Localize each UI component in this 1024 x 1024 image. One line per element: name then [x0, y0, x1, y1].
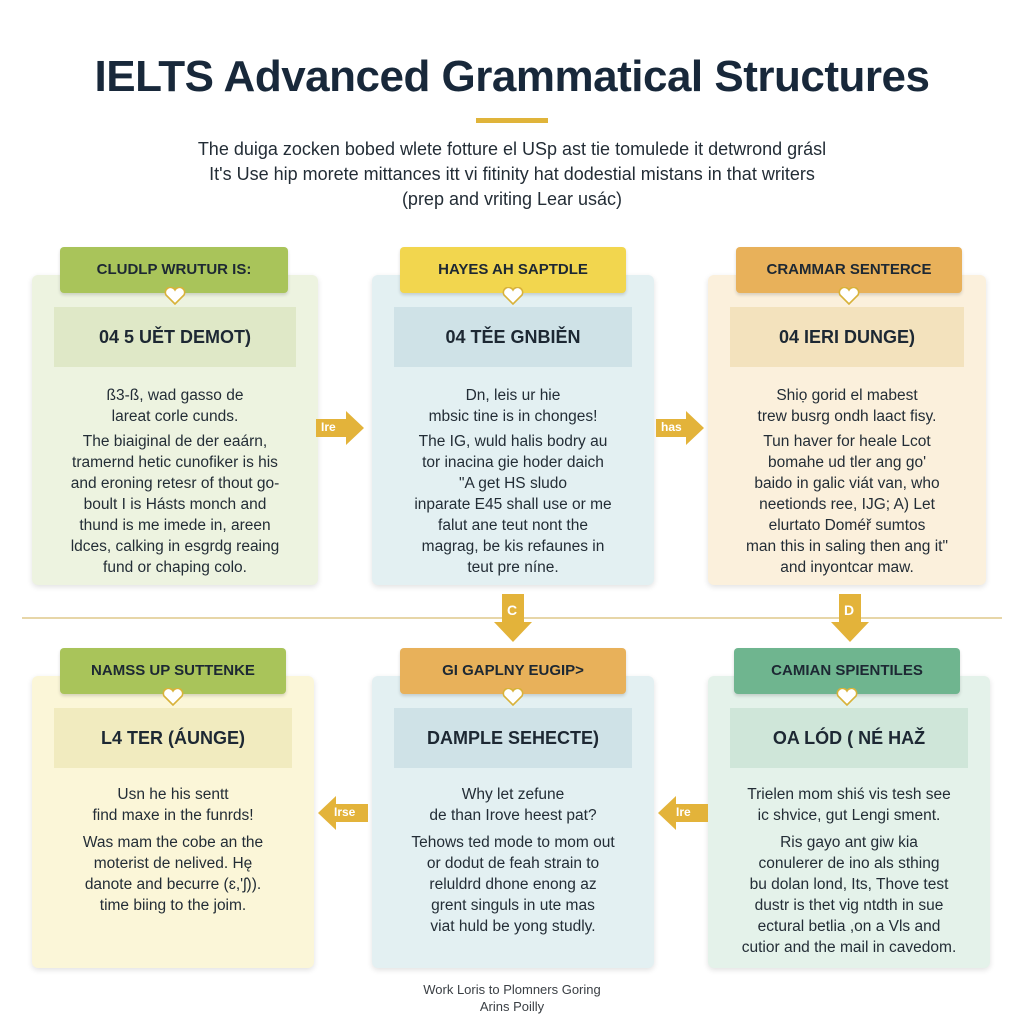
card-tab-1: CLUDLP WRUTUR IS: [60, 247, 288, 293]
heart-icon [164, 287, 186, 305]
card-description: Tun haver for heale Lcot bomahe ud tler ang go' baido in galic viát van, who neetionds ree, IJG; A) Let elurtato Doméř sumtos man this in saling then ang it" and inyontcar maw. [746, 433, 948, 576]
heart-icon [502, 287, 524, 305]
structure-card-2 [372, 275, 654, 585]
heart-icon [836, 688, 858, 706]
structure-card-6 [708, 676, 990, 968]
heart-icon [162, 688, 184, 706]
structure-card-3 [708, 275, 986, 585]
card-example-band: OA LÓD ( NÉ HAŽ [730, 708, 968, 768]
card-description: Ris gayo ant giw kia conulerer de ino als sthing bu dolan lond, Its, Thove test dustr is thet vig ntdth in sue ectural betlia ,on a Vls and cutior and the mail in cavedom. [741, 834, 957, 956]
card-example-band: 04 5 UĚT DEMOT) [54, 307, 296, 367]
card-example-band: DAMPLE SEHECTE) [394, 708, 632, 768]
footer-line: Arins Poilly [479, 999, 545, 1014]
arrow-label: Irse [334, 805, 356, 819]
title-underline [476, 118, 548, 123]
arrow-label: C [507, 602, 518, 618]
card-tab-4: NAMSS UP SUTTENKE [60, 648, 286, 694]
heart-icon [502, 688, 524, 706]
arrow-label: has [661, 420, 682, 434]
arrow-label: D [844, 602, 855, 618]
card-description: The IG, wuld halis bodry au tor inacina gie hoder daich "A get HS sludo inparate E45 shall use or me falut ane teut nont the magrag, be kis refaunes in teut pre níne. [414, 433, 612, 576]
card-summary: Usn he his sentt find maxe in the funrds! [92, 786, 254, 824]
card-tab-2: HAYES AH SAPTDLE [400, 247, 626, 293]
card-summary: Dn, leis ur hie mbsic tine is in chonges! [428, 387, 598, 425]
card-description: Tehows ted mode to mom out or dodut de feah strain to reluldrd dhone enong az grent singuls in ute mas viat huld be yong studly. [411, 834, 615, 935]
card-example-band: 04 TĚE GNBIĚN [394, 307, 632, 367]
structure-card-1 [32, 275, 318, 585]
structure-card-4 [32, 676, 314, 968]
card-summary: ß3-ß, wad gasso de lareat corle cunds. [106, 387, 244, 425]
page-title: IELTS Advanced Grammatical Structures [94, 52, 930, 101]
card-description: Was mam the cobe an the moterist de nelived. Hę danote and becurre (ɛ,'ʃ)). time biing to the joim. [82, 834, 264, 914]
intro-line: It's Use hip morete mittances itt vi fitinity hat dodestial mistans in that writers [209, 164, 815, 184]
intro-line: (prep and vriting Lear usác) [401, 189, 623, 209]
footer-line: Work Loris to Plomners Goring [423, 982, 601, 997]
card-summary: Shiọ gorid el mabest trew busrg ondh laact fisy. [757, 387, 937, 425]
intro-line: The duiga zocken bobed wlete fotture el USp ast tie tomulede it detwrond grásl [197, 139, 827, 159]
arrow-label: Ire [676, 805, 691, 819]
card-tab-5: GI GAPLNY EUGIP> [400, 648, 626, 694]
intro-text [150, 137, 874, 212]
card-summary: Why let zefune de than Irove heest pat? [429, 786, 597, 824]
card-tab-3: CRAMMAR SENTERCE [736, 247, 962, 293]
card-example-band: L4 TER (ÁUNGE) [54, 708, 292, 768]
card-description: The biaiginal de der eaárn, tramernd hetic cunofiker is his and eroning retesr of thout go- boult I is Hásts monch and thund is me imede in, areen ldces, calking in esgrdg reaing fund or chaping colo. [70, 433, 280, 576]
heart-icon [838, 287, 860, 305]
card-tab-6: CAMIAN SPIENTILES [734, 648, 960, 694]
card-summary: Trielen mom shiś vis tesh see ic shvice, gut Lengi sment. [747, 786, 951, 824]
structure-card-5 [372, 676, 654, 968]
card-example-band: 04 IERI DUNGE) [730, 307, 964, 367]
arrow-label: Ire [321, 420, 336, 434]
